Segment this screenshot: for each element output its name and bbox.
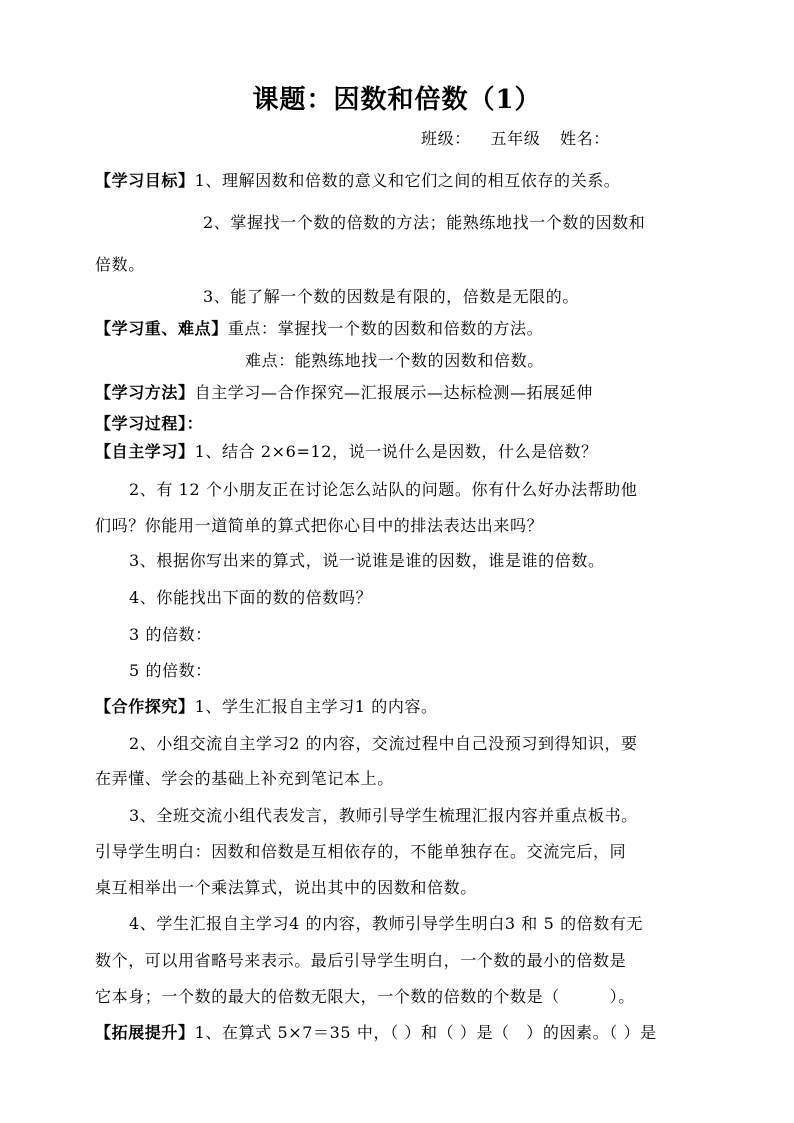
multiples-of-5: 5 的倍数： [129,661,212,680]
cooperation-p1: 1、学生汇报自主学习1 的内容。 [194,697,438,716]
cooperation-p4-b: 数个，可以用省略号来表示。最后引导学生明白，一个数的最小的倍数是 [95,951,627,970]
extension-heading: 【拓展提升】 [95,1023,195,1042]
objectives-heading: 【学习目标】 [95,171,195,190]
extension-q1: 1、在算式 5×7＝35 中，（ ）和（ ）是（ ）的因素。（ ）是 [194,1023,657,1042]
class-label: 班级： [421,129,471,148]
key-points-heading: 【学习重、难点】 [95,319,228,338]
self-study-q3: 3、根据你写出来的算式，说一说谁是谁的因数，谁是谁的倍数。 [129,551,605,570]
self-study-heading: 【自主学习】 [95,442,195,461]
cooperation-line-1 [95,696,438,718]
process-heading: 【学习过程】： [95,414,204,433]
self-study-q2-b: 们吗？你能用一道简单的算式把你心目中的排法表达出来吗？ [95,516,544,535]
method-heading: 【学习方法】 [95,383,195,402]
cooperation-p2-b: 在弄懂、学会的基础上补充到笔记本上。 [95,769,394,788]
multiples-of-3: 3 的倍数： [129,625,212,644]
cooperation-p2-a: 2、小组交流自主学习2 的内容，交流过程中自己没预习到得知识，要 [129,734,638,753]
cooperation-p4-c: 它本身；一个数的最大的倍数无限大，一个数的倍数的个数是（ ）。 [95,987,635,1006]
difficult-point: 难点：能熟练地找一个数的因数和倍数。 [245,351,544,370]
objective-2-line-a: 2、掌握找一个数的倍数的方法；能熟练地找一个数的因数和 [203,213,646,232]
cooperation-heading: 【合作探究】 [95,697,195,716]
method-text: 自主学习—合作探究—汇报展示—达标检测—拓展延伸 [194,383,594,402]
self-study-q1: 1、结合 2×6=12，说一说什么是因数，什么是倍数？ [194,442,598,461]
page-title: 课题：因数和倍数（1） [252,85,542,115]
key-points-line [95,318,543,340]
self-study-line-1 [95,441,598,463]
class-name-line [421,128,610,150]
method-line [95,382,593,404]
objectives-line-1 [95,170,620,192]
objective-1: 1、理解因数和倍数的意义和它们之间的相互依存的关系。 [194,171,621,190]
cooperation-p3-a: 3、全班交流小组代表发言，教师引导学生梳理汇报内容并重点板书。 [129,806,638,825]
key-point-text: 重点：掌握找一个数的因数和倍数的方法。 [227,319,544,338]
extension-line-1 [95,1022,657,1044]
self-study-q2-a: 2、有 12 个小朋友正在讨论怎么站队的问题。你有什么好办法帮助他 [129,480,638,499]
cooperation-p3-c: 桌互相举出一个乘法算式，说出其中的因数和倍数。 [95,878,477,897]
cooperation-p4-a: 4、学生汇报自主学习4 的内容，教师引导学生明白3 和 5 的倍数有无 [129,914,644,933]
self-study-q4: 4、你能找出下面的数的倍数吗？ [129,588,373,607]
class-value: 五年级 [490,129,541,148]
name-label: 姓名： [560,129,610,148]
objective-2-line-b: 倍数。 [95,255,145,274]
cooperation-p3-b: 引导学生明白：因数和倍数是互相依存的，不能单独存在。交流完后，同 [95,842,627,861]
objective-3: 3、能了解一个数的因数是有限的，倍数是无限的。 [203,287,579,306]
